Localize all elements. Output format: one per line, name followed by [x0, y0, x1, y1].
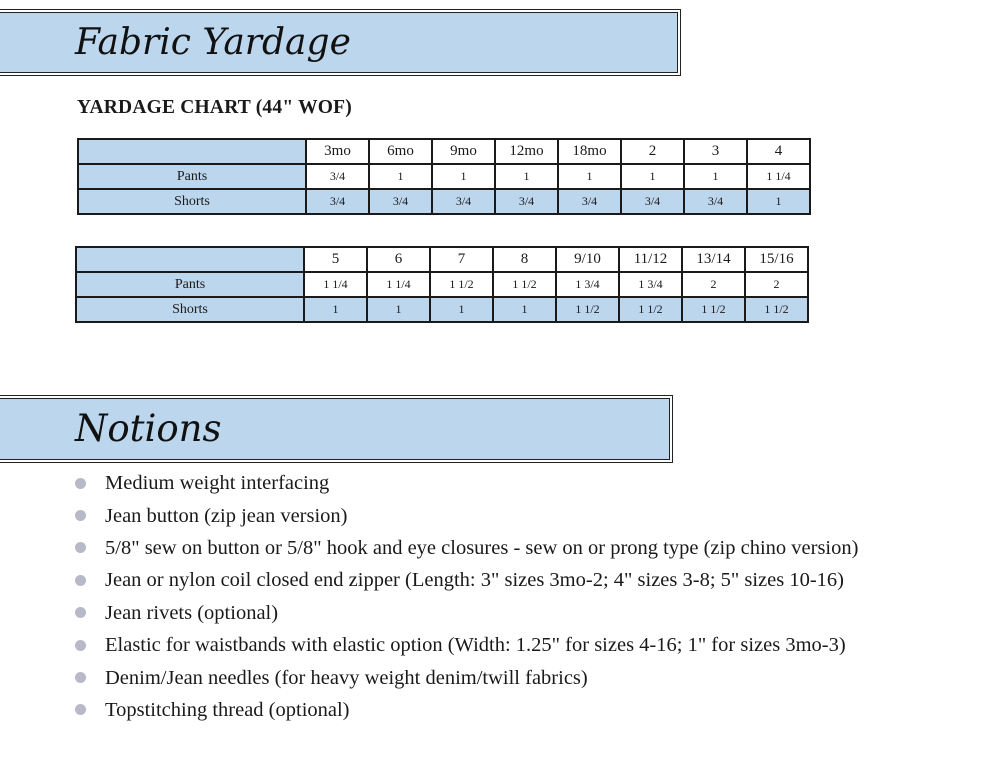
size-cell: 2 [621, 139, 684, 164]
notion-text: Jean rivets (optional) [105, 601, 279, 624]
value-cell: 1 [304, 297, 367, 322]
table-row [78, 139, 810, 164]
size-cell: 12mo [495, 139, 558, 164]
row-label: Shorts [76, 297, 304, 322]
table-row [76, 272, 808, 297]
value-cell: 1 [684, 164, 747, 189]
list-item [72, 564, 858, 596]
value-cell: 1 1/2 [556, 297, 619, 322]
list-item [72, 499, 858, 531]
value-cell: 1 [621, 164, 684, 189]
size-cell: 4 [747, 139, 810, 164]
notions-list [72, 467, 858, 726]
row-label: Pants [78, 164, 306, 189]
list-item [72, 597, 858, 629]
list-item [72, 467, 858, 499]
size-cell: 9mo [432, 139, 495, 164]
list-item [72, 629, 858, 661]
notions-title: Notions [75, 407, 222, 450]
value-cell: 3/4 [369, 189, 432, 214]
size-cell: 5 [304, 247, 367, 272]
size-cell: 6mo [369, 139, 432, 164]
notions-banner [0, 398, 670, 460]
yardage-chart-subtitle: YARDAGE CHART (44" WOF) [77, 97, 352, 118]
value-cell: 1 [430, 297, 493, 322]
value-cell: 1 [432, 164, 495, 189]
size-cell: 3mo [306, 139, 369, 164]
value-cell: 1 [367, 297, 430, 322]
value-cell: 1 [369, 164, 432, 189]
size-cell: 7 [430, 247, 493, 272]
bullet-icon [75, 672, 86, 683]
notion-text: Elastic for waistbands with elastic option (Width: 1.25" for sizes 4-16; 1" for sizes 3mo-3) [105, 634, 846, 657]
header-empty-cell [76, 247, 304, 272]
bullet-icon [75, 704, 86, 715]
yardage-table-1 [77, 138, 811, 215]
table-row [78, 164, 810, 189]
value-cell: 1 1/2 [430, 272, 493, 297]
bullet-icon [75, 510, 86, 521]
table-row [78, 189, 810, 214]
notion-text: Medium weight interfacing [105, 472, 330, 495]
value-cell: 3/4 [306, 189, 369, 214]
value-cell: 2 [682, 272, 745, 297]
row-label: Pants [76, 272, 304, 297]
size-cell: 18mo [558, 139, 621, 164]
value-cell: 2 [745, 272, 808, 297]
notion-text: Jean button (zip jean version) [105, 504, 348, 527]
bullet-icon [75, 575, 86, 586]
value-cell: 1 [747, 189, 810, 214]
notion-text: Topstitching thread (optional) [105, 698, 350, 721]
list-item [72, 532, 858, 564]
value-cell: 1 1/4 [304, 272, 367, 297]
yardage-table-2 [75, 246, 809, 323]
value-cell: 3/4 [684, 189, 747, 214]
header-empty-cell [78, 139, 306, 164]
bullet-icon [75, 542, 86, 553]
value-cell: 1 1/2 [745, 297, 808, 322]
value-cell: 1 [493, 297, 556, 322]
size-cell: 11/12 [619, 247, 682, 272]
bullet-icon [75, 607, 86, 618]
size-cell: 13/14 [682, 247, 745, 272]
fabric-yardage-title: Fabric Yardage [75, 22, 351, 63]
value-cell: 1 3/4 [556, 272, 619, 297]
notion-text: Denim/Jean needles (for heavy weight denim/twill fabrics) [105, 666, 588, 689]
value-cell: 3/4 [621, 189, 684, 214]
value-cell: 1 1/4 [747, 164, 810, 189]
size-cell: 6 [367, 247, 430, 272]
value-cell: 1 [495, 164, 558, 189]
table-row [76, 297, 808, 322]
value-cell: 1 1/2 [682, 297, 745, 322]
size-cell: 15/16 [745, 247, 808, 272]
size-cell: 3 [684, 139, 747, 164]
list-item [72, 661, 858, 693]
notion-text: Jean or nylon coil closed end zipper (Length: 3" sizes 3mo-2; 4" sizes 3-8; 5" sizes 10-16) [105, 569, 845, 592]
value-cell: 1 1/2 [619, 297, 682, 322]
value-cell: 3/4 [432, 189, 495, 214]
table-row [76, 247, 808, 272]
row-label: Shorts [78, 189, 306, 214]
bullet-icon [75, 478, 86, 489]
value-cell: 1 3/4 [619, 272, 682, 297]
size-cell: 9/10 [556, 247, 619, 272]
value-cell: 1 1/4 [367, 272, 430, 297]
size-cell: 8 [493, 247, 556, 272]
notion-text: 5/8" sew on button or 5/8" hook and eye closures - sew on or prong type (zip chino version) [105, 536, 859, 559]
fabric-yardage-banner [0, 12, 678, 73]
value-cell: 3/4 [306, 164, 369, 189]
value-cell: 1 [558, 164, 621, 189]
value-cell: 1 1/2 [493, 272, 556, 297]
value-cell: 3/4 [558, 189, 621, 214]
list-item [72, 694, 858, 726]
value-cell: 3/4 [495, 189, 558, 214]
bullet-icon [75, 640, 86, 651]
